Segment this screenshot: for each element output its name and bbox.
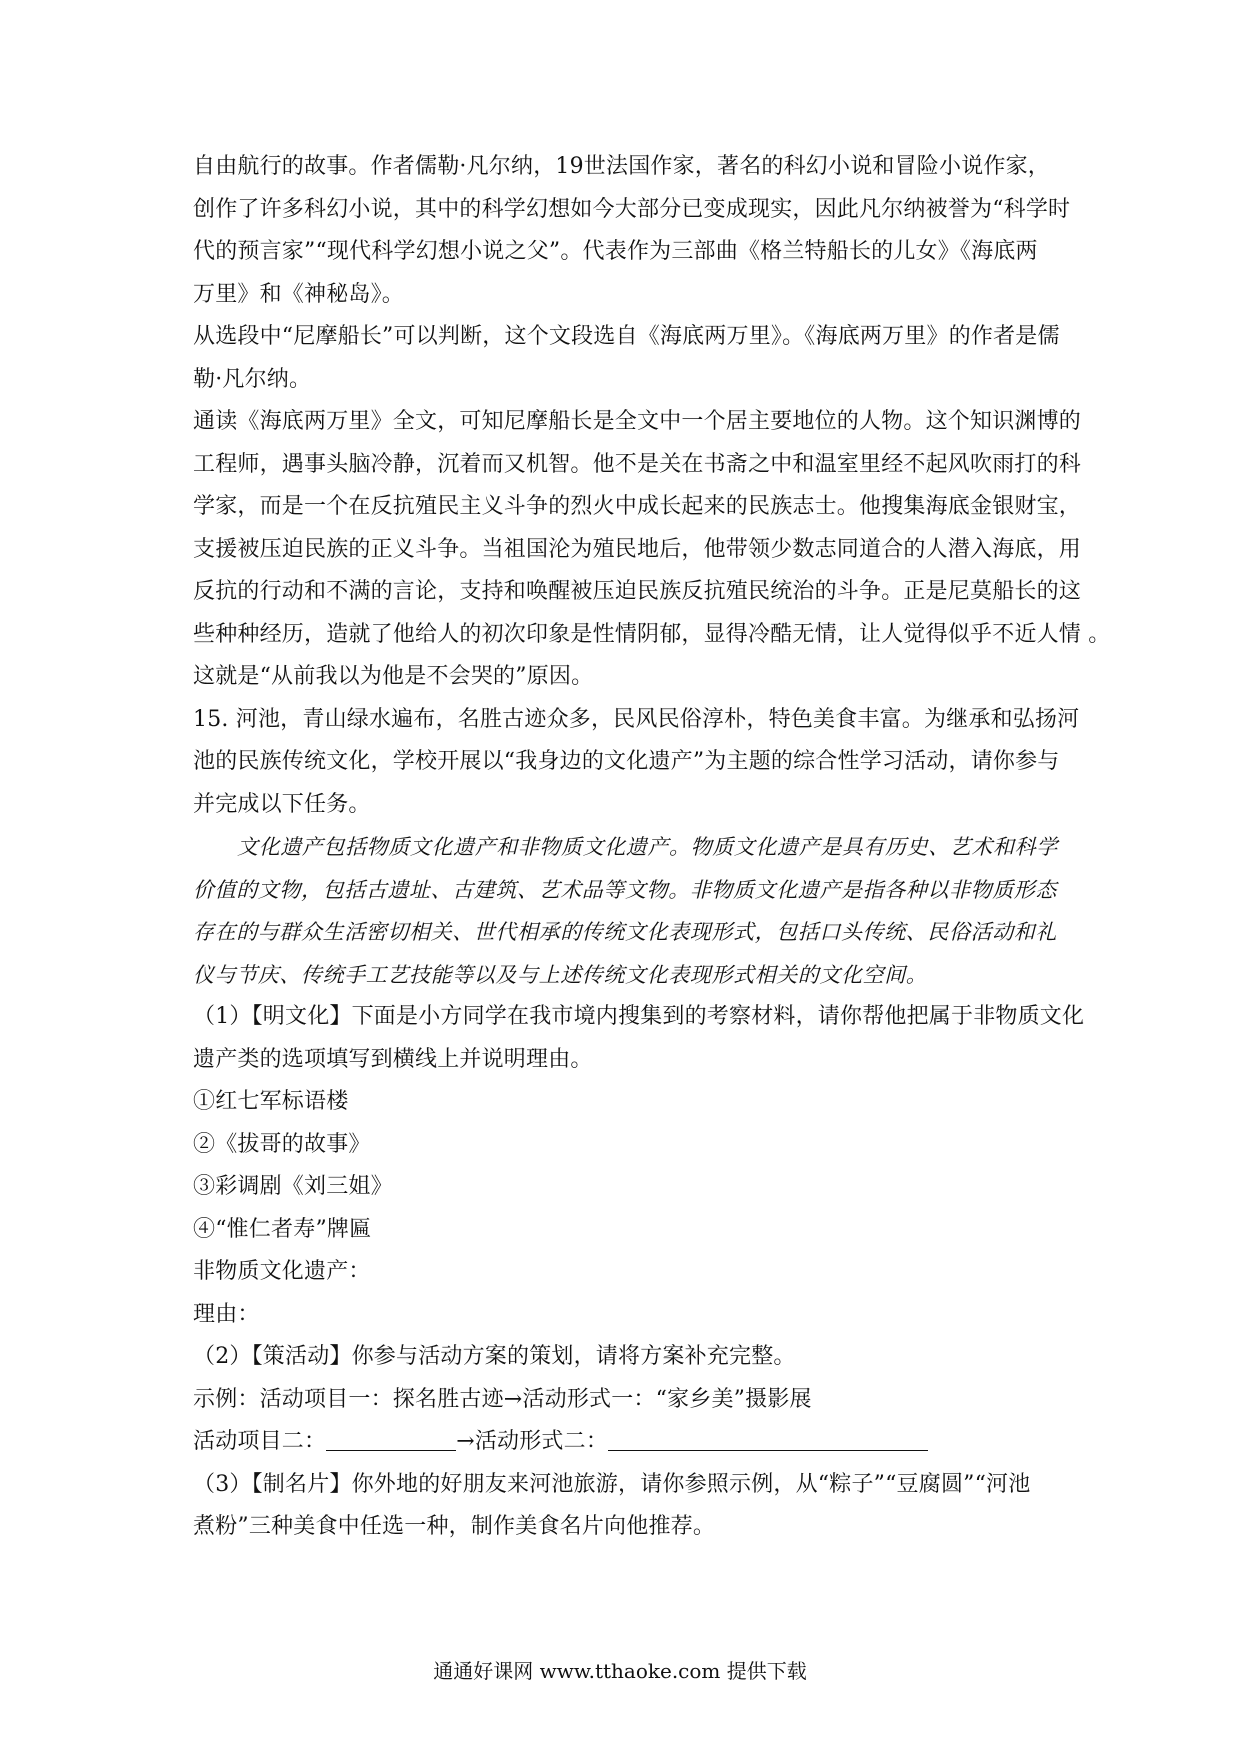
text-line: 些种种经历，造就了他给人的初次印象是性情阴郁，显得冷酷无情，让人觉得似乎不近人情 。 — [193, 621, 1111, 647]
question-line: （3）【制名片】你外地的好朋友来河池旅游，请你参照示例，从“粽子”“豆腐圆”“河池 — [193, 1471, 1031, 1497]
activity-item-2-label: 活动项目二： — [193, 1429, 327, 1454]
text-line: 池的民族传统文化，学校开展以“我身边的文化遗产”为主题的综合性学习活动，请你参与 — [193, 749, 1060, 774]
question-15-intro — [193, 699, 1080, 827]
activity-form-2-blank[interactable] — [608, 1428, 928, 1451]
example-line: 示例：活动项目一：探名胜古迹→活动形式一：“家乡美”摄影展 — [193, 1386, 812, 1412]
text-line: 创作了许多科幻小说，其中的科学幻想如今大部分已变成现实，因此凡尔纳被誉为“科学时 — [193, 196, 1071, 222]
page-footer: 通通好课网 www.tthaoke.com 提供下载 — [433, 1659, 807, 1683]
text-line: 15. 河池，青山绿水遍布，名胜古迹众多，民风民俗淳朴，特色美食丰富。为继承和弘扬河 — [193, 706, 1080, 732]
document-content — [193, 146, 1111, 1549]
quote-line: 文化遗产包括物质文化遗产和非物质文化遗产。物质文化遗产是具有历史、艺术和科学 — [237, 835, 1058, 859]
text-line: 反抗的行动和不满的言论，支持和唤醒被压迫民族反抗殖民统治的斗争。正是尼莫船长的这 — [193, 579, 1082, 604]
sub-question-3 — [193, 1464, 1053, 1549]
text-line: 通读《海底两万里》全文，可知尼摩船长是全文中一个居主要地位的人物。这个知识渊博的 — [193, 409, 1082, 434]
option-2: ②《拔哥的故事》 — [193, 1131, 371, 1157]
quote-line: 仪与节庆、传统手工艺技能等以及与上述传统文化表现形式相关的文化空间。 — [193, 962, 928, 987]
quote-line: 存在的与群众生活密切相关、世代相承的传统文化表现形式，包括口头传统、民俗活动和礼 — [193, 920, 1057, 944]
text-line: 工程师，遇事头脑冷静，沉着而又机智。他不是关在书斋之中和温室里经不起风吹雨打的科 — [193, 451, 1082, 477]
question-line: 遗产类的选项填写到横线上并说明理由。 — [193, 1046, 593, 1072]
activity-2-line — [193, 1421, 1053, 1464]
option-1: ①红七军标语楼 — [193, 1089, 349, 1114]
quote-line: 价值的文物，包括古遗址、古建筑、艺术品等文物。非物质文化遗产是指各种以非物质形态 — [193, 877, 1057, 902]
reason-label: 理由： — [193, 1301, 260, 1327]
question-line: （1）【明文化】下面是小方同学在我市境内搜集到的考察材料，请你帮他把属于非物质文化 — [193, 1004, 1085, 1029]
text-line: 支援被压迫民族的正义斗争。当祖国沦为殖民地后，他带领少数志同道合的人潜入海底，用 — [193, 536, 1082, 562]
text-line: 这就是“从前我以为他是不会哭的”原因。 — [193, 664, 594, 689]
answer-label: 非物质文化遗产： — [193, 1259, 371, 1284]
cultural-heritage-material — [193, 826, 1058, 996]
activity-form-2-label: →活动形式二： — [456, 1429, 609, 1454]
paragraph-captain-nemo-analysis — [193, 401, 1111, 699]
text-line: 从选段中“尼摩船长”可以判断，这个文段选自《海底两万里》。《海底两万里》的作者是儒 — [193, 324, 1060, 349]
text-line: 勒·凡尔纳。 — [193, 366, 312, 392]
text-line: 学家，而是一个在反抗殖民主义斗争的烈火中成长起来的民族志士。他搜集海底金银财宝， — [193, 494, 1082, 519]
activity-item-2-blank[interactable] — [326, 1428, 456, 1451]
question-line: （2）【策活动】你参与活动方案的策划，请将方案补充完整。 — [193, 1344, 796, 1369]
text-line: 万里》和《神秘岛》。 — [193, 281, 405, 307]
text-line: 自由航行的故事。作者儒勒·凡尔纳，19世法国作家，著名的科幻小说和冒险小说作家， — [193, 154, 1050, 179]
option-4: ④“惟仁者寿”牌匾 — [193, 1216, 372, 1242]
paragraph-author-intro — [193, 146, 1071, 316]
question-line: 煮粉”三种美食中任选一种，制作美食名片向他推荐。 — [193, 1514, 716, 1539]
text-line: 并完成以下任务。 — [193, 791, 371, 817]
text-line: 代的预言家”“现代科学幻想小说之父”。代表作为三部曲《格兰特船长的儿女》《海底两 — [193, 239, 1038, 264]
option-3: ③彩调剧《刘三姐》 — [193, 1174, 393, 1199]
sub-question-2 — [193, 1336, 1053, 1464]
sub-question-1 — [193, 996, 1085, 1336]
paragraph-source-judgement — [193, 316, 1060, 401]
